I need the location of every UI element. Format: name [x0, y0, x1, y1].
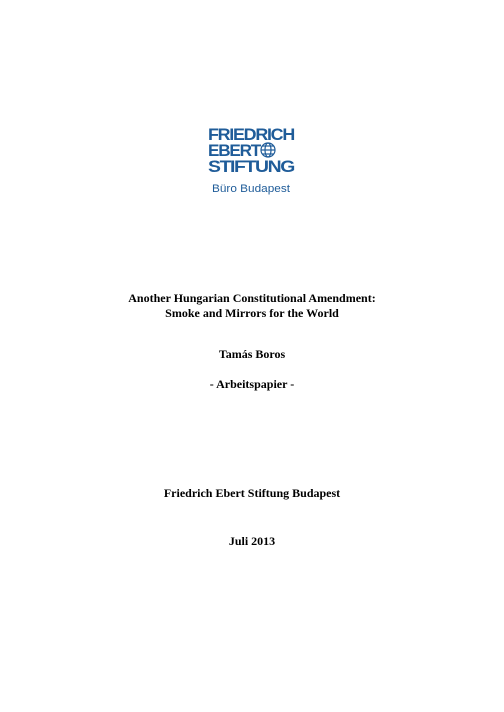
document-type: - Arbeitspapier - [209, 377, 295, 391]
logo-line-1: FRIEDRICH [208, 125, 295, 144]
document-title [0, 291, 504, 321]
publication-date: Juli 2013 [228, 534, 276, 548]
logo-line-2: EBERT [208, 141, 262, 160]
logo-subline: Büro Budapest [212, 183, 290, 195]
title-line-2: Smoke and Mirrors for the World [165, 306, 339, 320]
publisher-name: Friedrich Ebert Stiftung Budapest [163, 486, 341, 500]
fes-logo [204, 124, 304, 196]
globe-icon [261, 143, 275, 157]
logo-line-3: STIFTUNG [208, 157, 296, 176]
title-line-1: Another Hungarian Constitutional Amendment: [128, 291, 376, 305]
author-name: Tamás Boros [218, 347, 286, 361]
